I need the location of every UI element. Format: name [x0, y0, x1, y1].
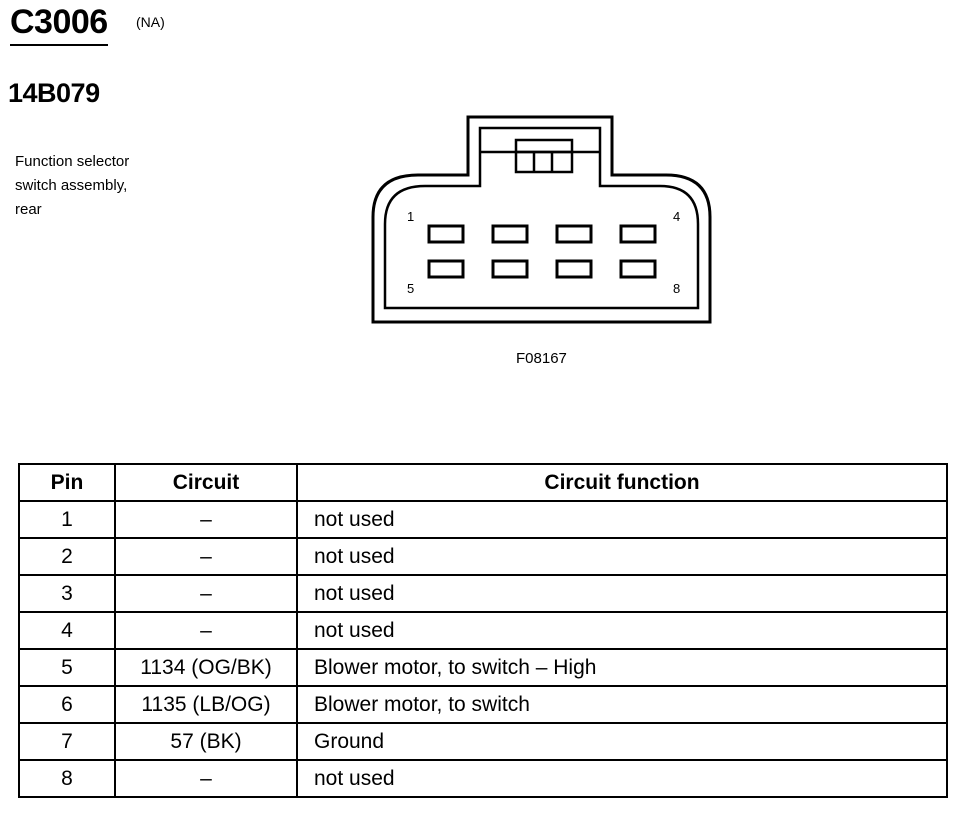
table-row — [19, 649, 947, 686]
table-row — [19, 760, 947, 797]
circuit-cell: 57 (BK) — [115, 723, 297, 760]
pin-cavity-8 — [621, 261, 655, 277]
function-cell: not used — [297, 538, 947, 575]
pin-cavity-5 — [429, 261, 463, 277]
pinout-table — [18, 463, 948, 798]
function-cell: not used — [297, 760, 947, 797]
pin-label-4: 4 — [673, 209, 681, 224]
function-cell: Ground — [297, 723, 947, 760]
pin-label-1: 1 — [407, 209, 415, 224]
table-row — [19, 501, 947, 538]
table-row — [19, 723, 947, 760]
description-line: switch assembly, — [15, 177, 128, 194]
pin-label-8: 8 — [673, 281, 681, 296]
pin-cell: 5 — [19, 649, 115, 686]
header-pin: Pin — [19, 464, 115, 501]
function-cell: Blower motor, to switch — [297, 686, 947, 723]
region-label: (NA) — [136, 14, 165, 30]
pin-cavity-4 — [621, 226, 655, 242]
pin-cavity-3 — [557, 226, 591, 242]
pin-cavity-2 — [493, 226, 527, 242]
circuit-cell: – — [115, 501, 297, 538]
description-line: Function selector — [15, 153, 130, 170]
pin-cell: 4 — [19, 612, 115, 649]
circuit-cell: 1135 (LB/OG) — [115, 686, 297, 723]
pin-cell: 1 — [19, 501, 115, 538]
header-circuit-function: Circuit function — [297, 464, 947, 501]
component-description — [15, 150, 185, 222]
table-row — [19, 575, 947, 612]
part-number: 14B079 — [8, 78, 100, 108]
pin-cell: 8 — [19, 760, 115, 797]
circuit-cell: – — [115, 575, 297, 612]
circuit-cell: 1134 (OG/BK) — [115, 649, 297, 686]
connector-face-diagram — [370, 112, 715, 327]
function-cell: Blower motor, to switch – High — [297, 649, 947, 686]
latch-detail — [480, 140, 600, 172]
pin-cell: 7 — [19, 723, 115, 760]
circuit-cell: – — [115, 538, 297, 575]
pin-cavity-7 — [557, 261, 591, 277]
description-line: rear — [15, 201, 42, 218]
function-cell: not used — [297, 612, 947, 649]
header-circuit: Circuit — [115, 464, 297, 501]
pin-cavity-1 — [429, 226, 463, 242]
figure-id: F08167 — [516, 350, 567, 367]
connector-outer-shell — [373, 117, 710, 322]
function-cell: not used — [297, 501, 947, 538]
circuit-cell: – — [115, 760, 297, 797]
circuit-cell: – — [115, 612, 297, 649]
table-row — [19, 612, 947, 649]
pin-cavity-6 — [493, 261, 527, 277]
function-cell: not used — [297, 575, 947, 612]
connector-inner-face — [385, 128, 698, 308]
pin-label-5: 5 — [407, 281, 415, 296]
table-header-row — [19, 464, 947, 501]
table-row — [19, 686, 947, 723]
table-row — [19, 538, 947, 575]
pin-cell: 2 — [19, 538, 115, 575]
connector-id: C3006 — [10, 2, 108, 46]
pin-cell: 3 — [19, 575, 115, 612]
pin-cavities — [429, 226, 655, 277]
pin-cell: 6 — [19, 686, 115, 723]
